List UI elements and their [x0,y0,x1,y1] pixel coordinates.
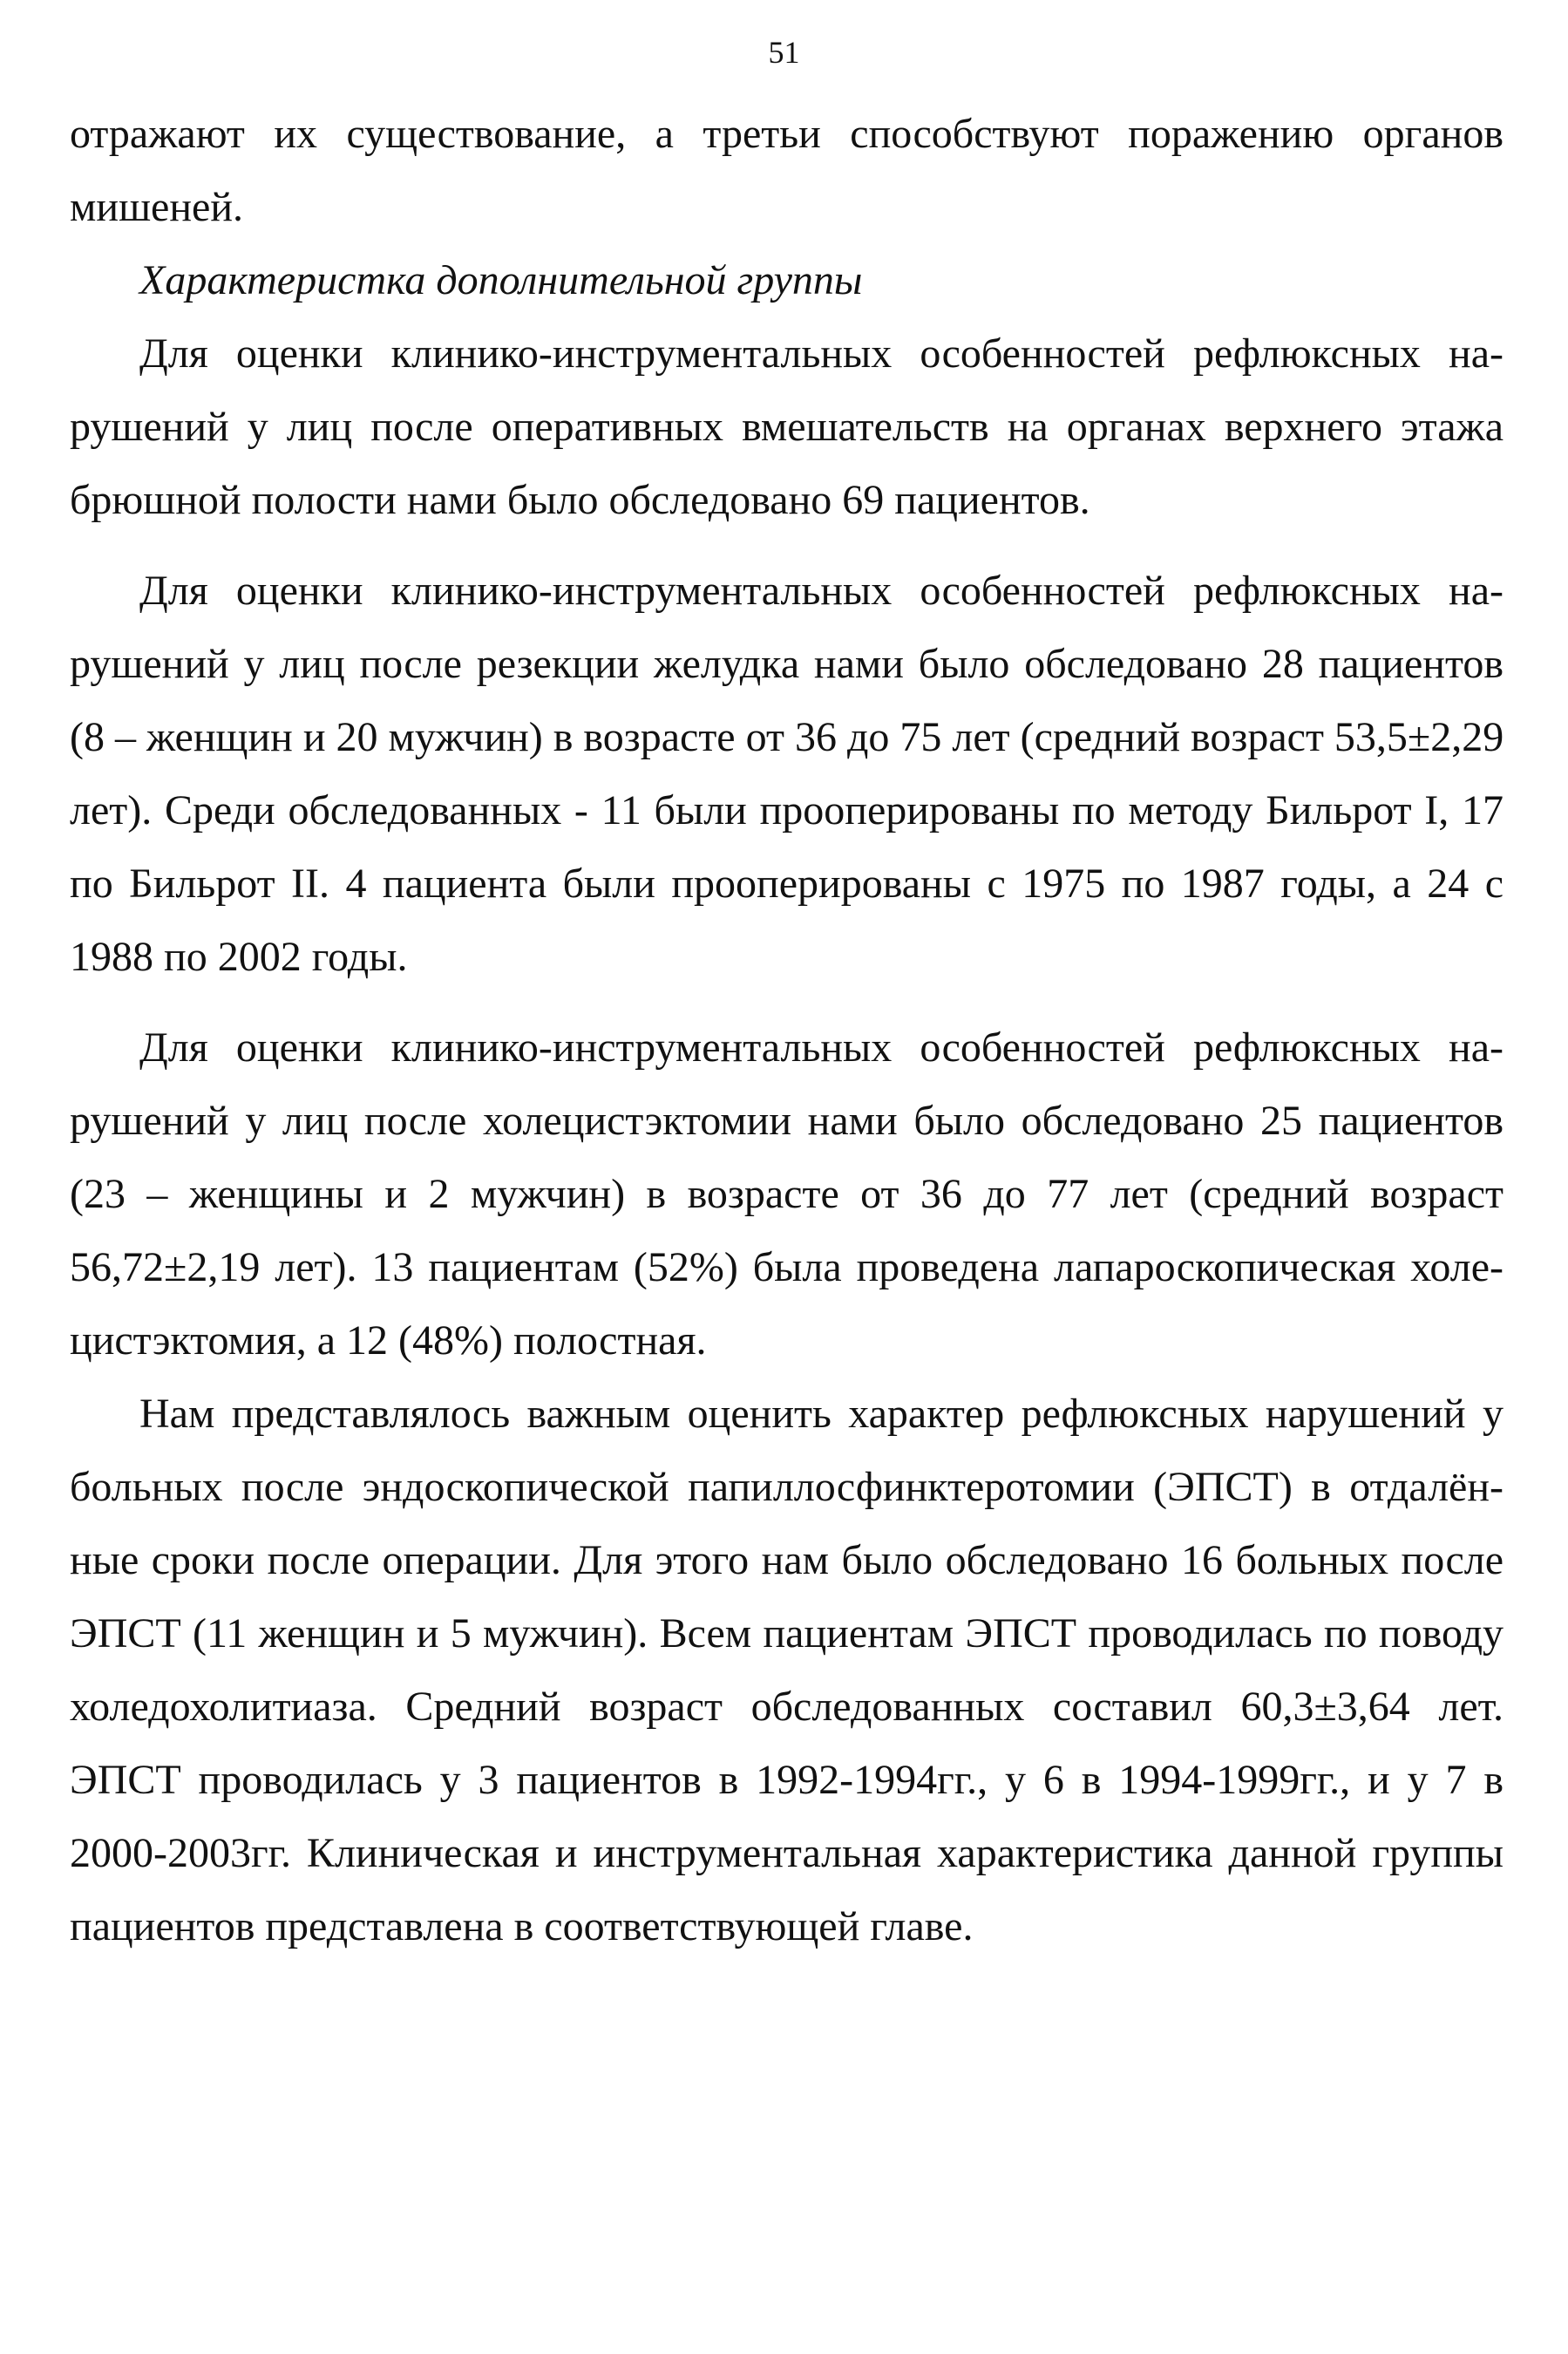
text-line: Для оценки клинико-инструментальных особенностей рефлюксных на- [139,1024,1504,1071]
text-line: рушений у лиц после оперативных вмешательств на органах верхнего этажа [70,404,1504,450]
text-line: пациентов представлена в соответствующей главе. [70,1903,974,1949]
paragraph-cholecystectomy [70,1011,1504,1378]
text-line: холедохолитиаза. Средний возраст обследованных составил 60,3±3,64 лет. [70,1684,1504,1730]
text-line: ЭПСТ (11 женщин и 5 мужчин). Всем пациентам ЭПСТ проводилась по поводу [70,1610,1504,1657]
text-line: Для оценки клинико-инструментальных особенностей рефлюксных на- [139,330,1504,377]
paragraph-epst [70,1378,1504,1963]
text-line: Нам представлялось важным оценить характер рефлюксных нарушений у [139,1391,1504,1437]
section-heading: Характеристка дополнительной группы [139,257,863,303]
text-line: мишеней. [70,184,244,230]
text-line: (8 – женщин и 20 мужчин) в возрасте от 36 до 75 лет (средний возраст 53,5±2,29 [70,714,1504,760]
page-number: 51 [768,35,800,70]
paragraph-gastric-resection [70,554,1504,994]
paragraph-overview [70,317,1504,537]
text-line: ЭПСТ проводилась у 3 пациентов в 1992-1994гг., у 6 в 1994-1999гг., и у 7 в [70,1757,1504,1803]
text-line: Для оценки клинико-инструментальных особенностей рефлюксных на- [139,568,1504,614]
text-line: больных после эндоскопической папиллосфинктеротомии (ЭПСТ) в отдалён- [70,1464,1504,1510]
text-line: отражают их существование, а третьи способствуют поражению органов [70,111,1504,157]
text-line: по Бильрот II. 4 пациента были прооперированы с 1975 по 1987 годы, а 24 с [70,861,1504,907]
text-line: цистэктомия, а 12 (48%) полостная. [70,1317,707,1364]
text-line: 2000-2003гг. Клиническая и инструментальная характеристика данной группы [70,1830,1504,1876]
text-line: брюшной полости нами было обследовано 69 пациентов. [70,477,1090,523]
text-line: лет). Среди обследованных - 11 были прооперированы по методу Бильрот I, 17 [70,787,1504,833]
text-line: (23 – женщины и 2 мужчин) в возрасте от 36 до 77 лет (средний возраст [70,1171,1504,1217]
text-line: ные сроки после операции. Для этого нам было обследовано 16 больных после [70,1537,1504,1583]
text-line: 1988 по 2002 годы. [70,934,408,980]
text-line: рушений у лиц после резекции желудка нами было обследовано 28 пациентов [70,641,1504,687]
intro-paragraph [70,98,1504,244]
body-text [70,98,1504,1963]
text-line: 56,72±2,19 лет). 13 пациентам (52%) была проведена лапароскопическая холе- [70,1244,1504,1290]
text-line: рушений у лиц после холецистэктомии нами было обследовано 25 пациентов [70,1098,1504,1144]
